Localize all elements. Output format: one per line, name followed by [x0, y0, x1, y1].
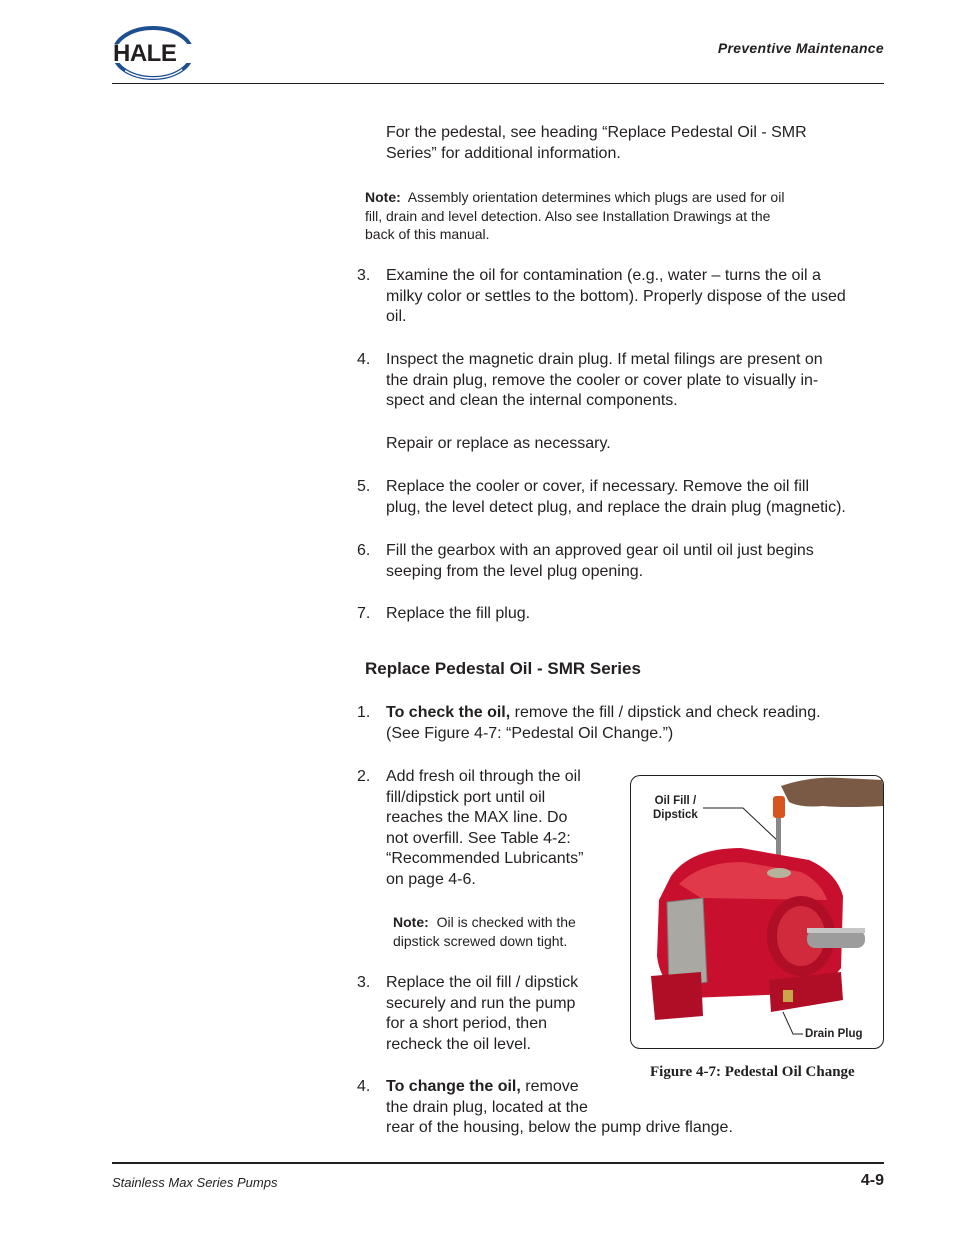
- step-text: [386, 350, 823, 412]
- callout-line: Oil Fill /: [654, 795, 697, 807]
- step-text: [386, 703, 821, 744]
- step-text: [386, 266, 846, 328]
- step-line: not overfill. See Table 4-2:: [386, 829, 571, 847]
- step-number: 4.: [357, 1078, 371, 1095]
- step-line: oil.: [386, 308, 407, 326]
- step-text: Replace the fill plug.: [386, 605, 531, 622]
- step-line: “Recommended Lubricants”: [386, 850, 584, 868]
- header-rule: [112, 83, 884, 84]
- footer-manual-title: Stainless Max Series Pumps: [112, 1175, 278, 1190]
- step-number: 6.: [357, 542, 371, 559]
- step-line: Replace the cooler or cover, if necessary. Remove the oil fill: [386, 478, 810, 495]
- step-number: 1.: [357, 704, 371, 721]
- step-text: [386, 973, 578, 1055]
- note-orientation: [365, 188, 784, 244]
- step-line: the drain plug, remove the cooler or cover plate to visually in-: [386, 371, 819, 389]
- note-text: dipstick screwed down tight.: [393, 932, 568, 949]
- footer-rule: [112, 1162, 884, 1164]
- step-extra: Repair or replace as necessary.: [386, 435, 611, 452]
- callout-line: Dipstick: [653, 809, 698, 821]
- section-title: Preventive Maintenance: [717, 40, 884, 56]
- note-text: Assembly orientation determines which plugs are used for oil: [407, 189, 785, 205]
- step-line: seeping from the level plug opening.: [386, 562, 644, 580]
- step-line: for a short period, then: [386, 1015, 547, 1033]
- intro-line: Series” for additional information.: [386, 144, 621, 162]
- note-label: Note:: [365, 189, 401, 205]
- step-line: spect and clean the internal components.: [386, 392, 678, 410]
- callout-oil-fill: [653, 794, 698, 822]
- step-line: on page 4-6.: [386, 870, 476, 888]
- step-line: (See Figure 4-7: “Pedestal Oil Change.”): [386, 724, 674, 742]
- step-number: 3.: [357, 974, 371, 991]
- step-text: [386, 1077, 733, 1139]
- step-line: Replace the oil fill / dipstick: [386, 974, 579, 991]
- step-line: Add fresh oil through the oil: [386, 768, 581, 785]
- step-line: securely and run the pump: [386, 994, 576, 1012]
- step-line: remove the fill / dipstick and check reading.: [510, 704, 821, 721]
- step-line: the drain plug, located at the: [386, 1098, 588, 1116]
- callout-drain-plug: Drain Plug: [805, 1028, 863, 1040]
- step-line: milky color or settles to the bottom). Properly dispose of the used: [386, 287, 846, 305]
- section-heading: Replace Pedestal Oil - SMR Series: [365, 659, 641, 678]
- note-text: Oil is checked with the: [436, 914, 576, 930]
- step-text: [386, 767, 583, 891]
- step-line: Examine the oil for contamination (e.g., water – turns the oil a: [386, 267, 821, 284]
- step-number: 5.: [357, 478, 371, 495]
- step-line: reaches the MAX line. Do: [386, 809, 568, 827]
- step-number: 4.: [357, 351, 371, 368]
- hale-logo: [110, 24, 196, 82]
- intro-paragraph: [386, 123, 807, 164]
- figure-caption: Figure 4-7: Pedestal Oil Change: [650, 1064, 855, 1080]
- note-label: Note:: [393, 914, 429, 930]
- logo-text: HALE: [113, 40, 177, 67]
- step-line: rear of the housing, below the pump drive flange.: [386, 1119, 733, 1137]
- step-text: [386, 477, 846, 518]
- step-bold: To change the oil,: [386, 1078, 521, 1095]
- step-line: remove: [520, 1078, 579, 1095]
- step-line: Inspect the magnetic drain plug. If metal filings are present on: [386, 351, 823, 368]
- note-dipstick: [393, 913, 576, 950]
- figure-pedestal-oil-change: [630, 775, 884, 1049]
- step-line: plug, the level detect plug, and replace the drain plug (magnetic).: [386, 498, 846, 516]
- page-number: 4-9: [860, 1172, 884, 1189]
- step-number: 3.: [357, 267, 371, 284]
- step-number: 2.: [357, 768, 371, 785]
- step-line: Fill the gearbox with an approved gear oil until oil just begins: [386, 542, 814, 559]
- step-line: recheck the oil level.: [386, 1035, 531, 1053]
- note-text: back of this manual.: [365, 226, 490, 242]
- note-text: fill, drain and level detection. Also see Installation Drawings at the: [365, 207, 771, 224]
- intro-line: For the pedestal, see heading “Replace Pedestal Oil - SMR: [386, 124, 807, 141]
- step-number: 7.: [357, 605, 371, 622]
- step-line: fill/dipstick port until oil: [386, 788, 546, 806]
- step-text: [386, 541, 814, 582]
- step-bold: To check the oil,: [386, 704, 511, 721]
